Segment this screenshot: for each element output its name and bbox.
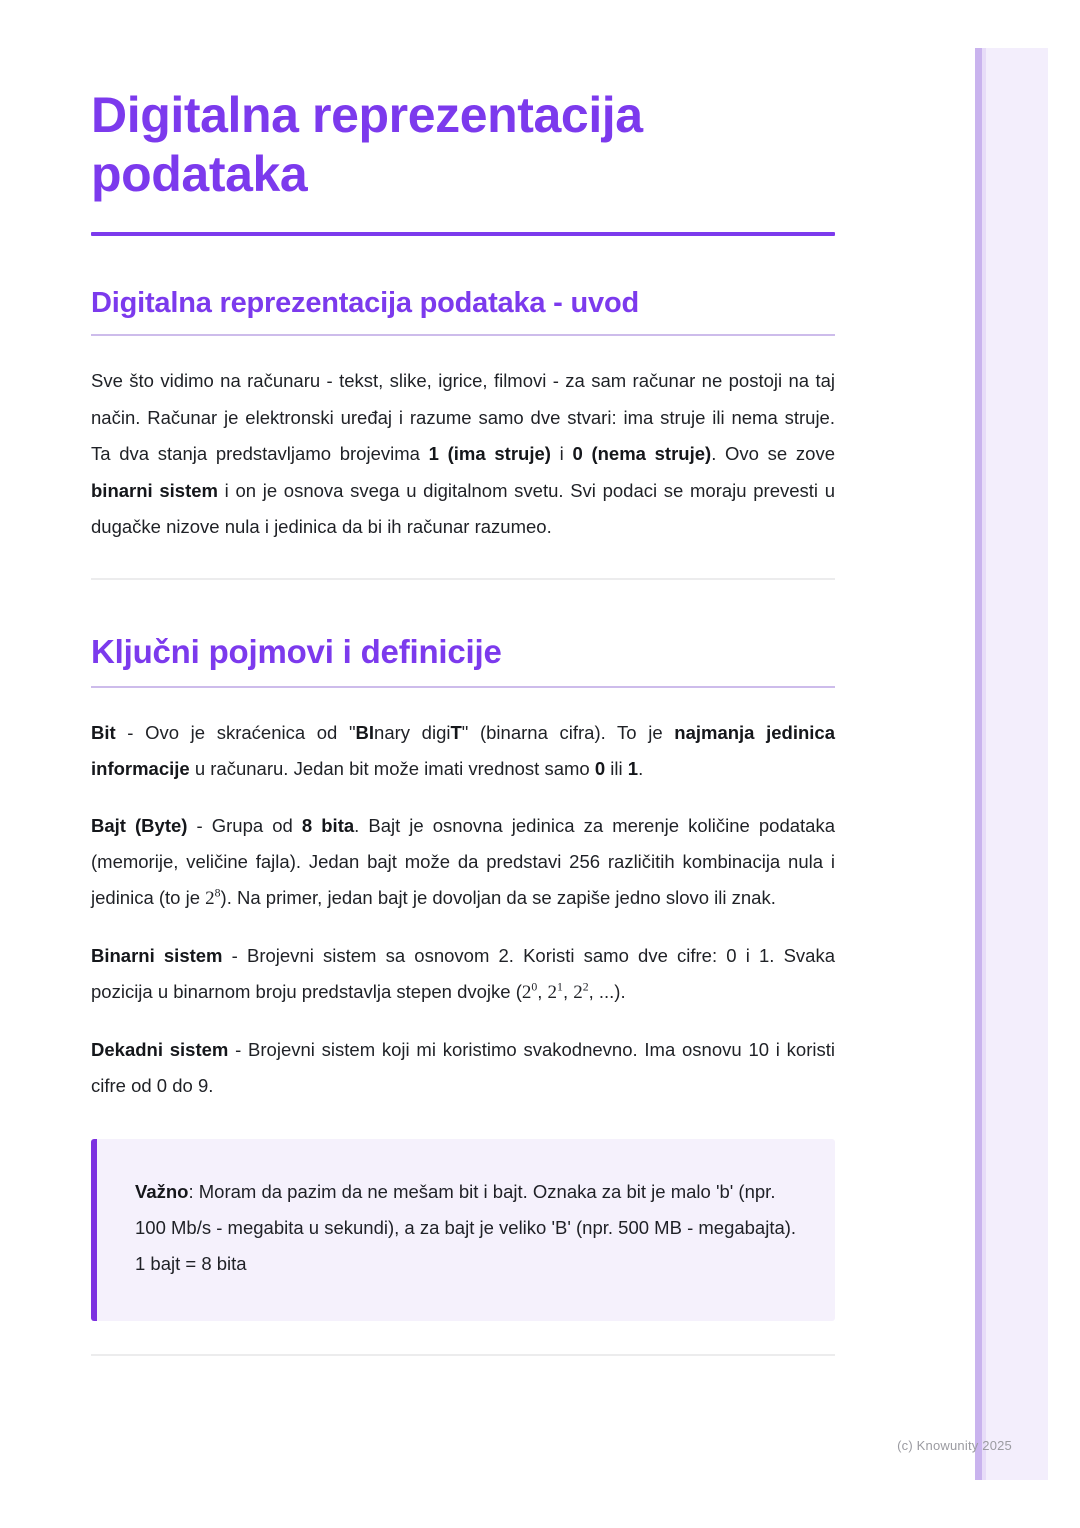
intro-paragraph: Sve što vidimo na računaru - tekst, slike, igrice, filmovi - za sam računar ne postoji na taj način. Računar je elektronski uređaj i razume samo dve stvari: ima struje ili nema struje. Ta dva stanja predstavljamo brojevima 1 (ima struje) i 0 (nema struje). Ovo se zove binarni sistem i on je osnova svega u digitalnom svetu. Svi podaci se moraju prevesti u dugačke nizove nula i jedinica da bi ih računar razumeo. [91,370,836,537]
emphasis-text: Binarni sistem [91,944,223,966]
emphasis-text: T [450,721,462,743]
definition-paragraph: Bajt (Byte) - Grupa od 8 bita. Bajt je osnovna jedinica za merenje količine podataka (memorije, veličine fajla). Jedan bajt može da predstavi 256 različitih kombinacija nula i jedinica (to je $2^8$). Na primer, jedan bajt je dovoljan da se zapiše jedno slovo ili znak. [91,814,835,910]
emphasis-text: 0 (nema struje) [572,443,712,465]
document-content-column [91,0,835,1356]
emphasis-text: najmanja jedinica informacije [91,721,835,780]
emphasis-text: Bajt (Byte) [91,814,188,836]
definitions-list [91,688,835,1105]
emphasis-text: BI [355,721,375,743]
scroll-strip-track [982,48,986,1480]
emphasis-text: binarni sistem [91,479,218,501]
math-power: $2^2$ [573,980,589,1004]
important-callout [91,1139,835,1321]
emphasis-text: 1 [627,758,639,780]
emphasis-text: Bit [91,721,116,743]
definition-paragraph: Binarni sistem - Brojevni sistem sa osnovom 2. Koristi samo dve cifre: 0 i 1. Svaka pozicija u binarnom broju predstavlja stepen dvojke ($2^0$, $2^1$, $2^2$, ...). [91,944,835,1004]
emphasis-text: Dekadni sistem [91,1038,229,1060]
section-heading-intro: Digitalna reprezentacija podataka - uvod [91,287,639,319]
emphasis-text: 1 (ima struje) [428,443,551,465]
math-power: $2^1$ [547,980,563,1004]
section-divider-bottom [91,1354,835,1356]
section-heading-key-terms: Ključni pojmovi i definicije [91,633,502,671]
page-scroll-strip[interactable] [975,48,1048,1480]
footer-copyright: (c) Knowunity 2025 [897,1438,1012,1453]
math-power: $2^8$ [205,887,221,910]
definition-paragraph: Bit - Ovo je skraćenica od "BInary digiT" (binarna cifra). To je najmanja jedinica informacije u računaru. Jedan bit može imati vrednost samo 0 ili 1. [91,721,835,780]
callout-text: Važno: Moram da pazim da ne mešam bit i bajt. Oznaka za bit je malo 'b' (npr. 100 Mb/s - megabita u sekundi), a za bajt je veliko 'B' (npr. 500 MB - megabajta). 1 bajt = 8 bita [135,1180,797,1275]
definition-paragraph: Dekadni sistem - Brojevni sistem koji mi koristimo svakodnevno. Ima osnovu 10 i koristi cifre od 0 do 9. [91,1038,835,1097]
emphasis-text: Važno [135,1180,189,1202]
page-title: Digitalna reprezentacija podataka [91,87,643,202]
emphasis-text: 8 bita [301,814,355,836]
math-power: $2^0$ [521,980,538,1004]
emphasis-text: 0 [594,758,606,780]
